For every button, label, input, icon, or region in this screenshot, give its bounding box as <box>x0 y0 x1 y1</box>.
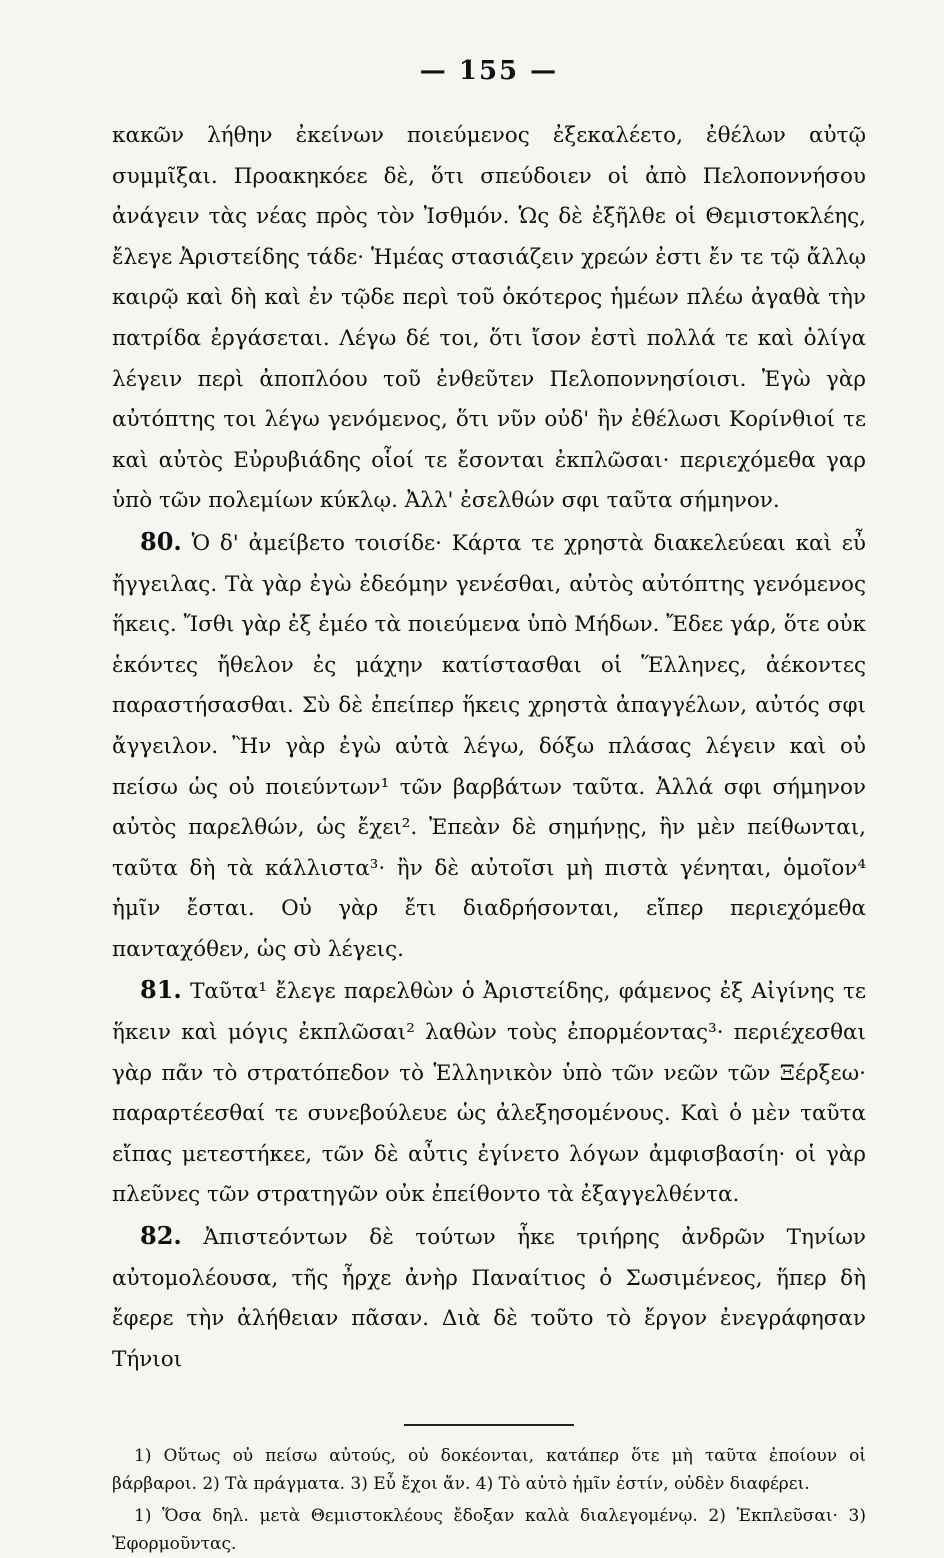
footnote-group-1: 1) Οὕτως οὐ πείσω αὐτούς, οὐ δοκέονται, κατάπερ ὅτε μὴ ταῦτα ἐποίουν οἱ βάρβαροι. 2) Τὰ πράγματα. 3) Εὖ ἔχοι ἄν. 4) Τὸ αὐτὸ ἡμῖν ἐστίν, οὐδὲν διαφέρει. <box>112 1446 866 1495</box>
main-text <box>112 116 866 1380</box>
paragraph-text: κακῶν λήθην ἐκείνων ποιεύμενος ἐξεκαλέετο, ἐθέλων αὐτῷ συμμῖξαι. Προακηκόεε δὲ, ὅτι σπεύδοιεν οἱ ἀπὸ Πελοποννήσου ἀνάγειν τὰς νέας πρὸς τὸν Ἰσθμόν. Ὡς δὲ ἐξῆλθε οἱ Θεμιστοκλέης, ἔλεγε Ἀριστείδης τάδε· Ἡμέας στασιάζειν χρεών ἐστι ἔν τε τῷ ἄλλῳ καιρῷ καὶ δὴ καὶ ἐν τῷδε περὶ τοῦ ὁκότερος ἡμέων πλέω ἀγαθὰ τὴν πατρίδα ἐργάσεται. Λέγω δέ τοι, ὅτι ἴσον ἐστὶ πολλά τε καὶ ὀλίγα λέγειν περὶ ἀποπλόου τοῦ ἐνθεῦτεν Πελοποννησίοισι. Ἐγὼ γὰρ αὐτόπτης τοι λέγω γενόμενος, ὅτι νῦν οὐδ' ἢν ἐθέλωσι Κορίνθιοί τε καὶ αὐτὸς Εὐρυβιάδης οἷοί τε ἔσονται ἐκπλῶσαι· περιεχόμεθα γαρ ὑπὸ τῶν πολεμίων κύκλῳ. Ἀλλ' ἐσελθών σφι ταῦτα σήμηνον. <box>112 123 866 514</box>
footnotes <box>112 1442 866 1558</box>
section-80 <box>112 522 866 971</box>
section-number: 82. <box>140 1221 182 1251</box>
footnote-divider <box>404 1424 574 1426</box>
section-number: 80. <box>140 526 182 556</box>
paragraph-continuation <box>112 116 866 522</box>
section-82 <box>112 1216 866 1380</box>
paragraph-text: Ἀπιστεόντων δὲ τούτων ἧκε τριήρης ἀνδρῶν Τηνίων αὐτομολέουσα, τῆς ἦρχε ἀνὴρ Παναίτιος ὁ Σωσιμένεος, ἥπερ δὴ ἔφερε τὴν ἀλήθειαν πᾶσαν. Διὰ δὲ τοῦτο τὸ ἔργον ἐνεγράφησαν Τήνιοι <box>112 1225 866 1372</box>
page-number: — 155 — <box>419 56 559 86</box>
paragraph-text: Ὁ δ' ἀμείβετο τοισίδε· Κάρτα τε χρηστὰ διακελεύεαι καὶ εὖ ἤγγειλας. Τὰ γὰρ ἐγὼ ἐδεόμην γενέσθαι, αὐτὸς αὐτόπτης γενόμενος ἥκεις. Ἴσθι γὰρ ἐξ ἐμέο τὰ ποιεύμενα ὑπὸ Μήδων. Ἔδεε γάρ, ὅτε οὐκ ἑκόντες ἤθελον ἐς μάχην κατίστασθαι οἱ Ἕλληνες, ἀέκοντες παραστήσασθαι. Σὺ δὲ ἐπείπερ ἥκεις χρηστὰ ἀπαγγέλων, αὐτός σφι ἄγγειλον. Ἢν γὰρ ἐγὼ αὐτὰ λέγω, δόξω πλάσας λέγειν καὶ οὐ πείσω ὡς οὐ ποιεύντων¹ τῶν βαρβάτων ταῦτα. Ἀλλά σφι σήμηνον αὐτὸς παρελθών, ὡς ἔχει². Ἐπεὰν δὲ σημήνῃς, ἢν μὲν πείθωνται, ταῦτα δὴ τὰ κάλλιστα³· ἢν δὲ αὐτοῖσι μὴ πιστὰ γένηται, ὁμοῖον⁴ ἡμῖν ἔσται. Οὐ γὰρ ἔτι διαδρήσονται, εἴπερ περιεχόμεθα πανταχόθεν, ὡς σὺ λέγεις. <box>112 530 866 962</box>
section-81 <box>112 970 866 1216</box>
footnote-group-2: 1) Ὅσα δηλ. μετὰ Θεμιστοκλέους ἔδοξαν καλὰ διαλεγομένῳ. 2) Ἐκπλεῦσαι· 3) Ἐφορμοῦντας. <box>112 1506 866 1555</box>
paragraph-text: Ταῦτα¹ ἔλεγε παρελθὼν ὁ Ἀριστείδης, φάμενος ἐξ Αἰγίνης τε ἥκειν καὶ μόγις ἐκπλῶσαι² λαθὼν τοὺς ἐπορμέοντας³· περιέχεσθαι γὰρ πᾶν τὸ στρατόπεδον τὸ Ἑλληνικὸν ὑπὸ τῶν νεῶν τῶν Ξέρξεω· παραρτέεσθαί τε συνεβούλευε ὡς ἀλεξησομένους. Καὶ ὁ μὲν ταῦτα εἴπας μετεστήκεε, τῶν δὲ αὖτις ἐγίνετο λόγων ἀμφισβασίη· οἱ γὰρ πλεῦνες τῶν στρατηγῶν οὐκ ἐπείθοντο τὰ ἐξαγγελθέντα. <box>112 979 866 1208</box>
section-number: 81. <box>140 975 182 1005</box>
